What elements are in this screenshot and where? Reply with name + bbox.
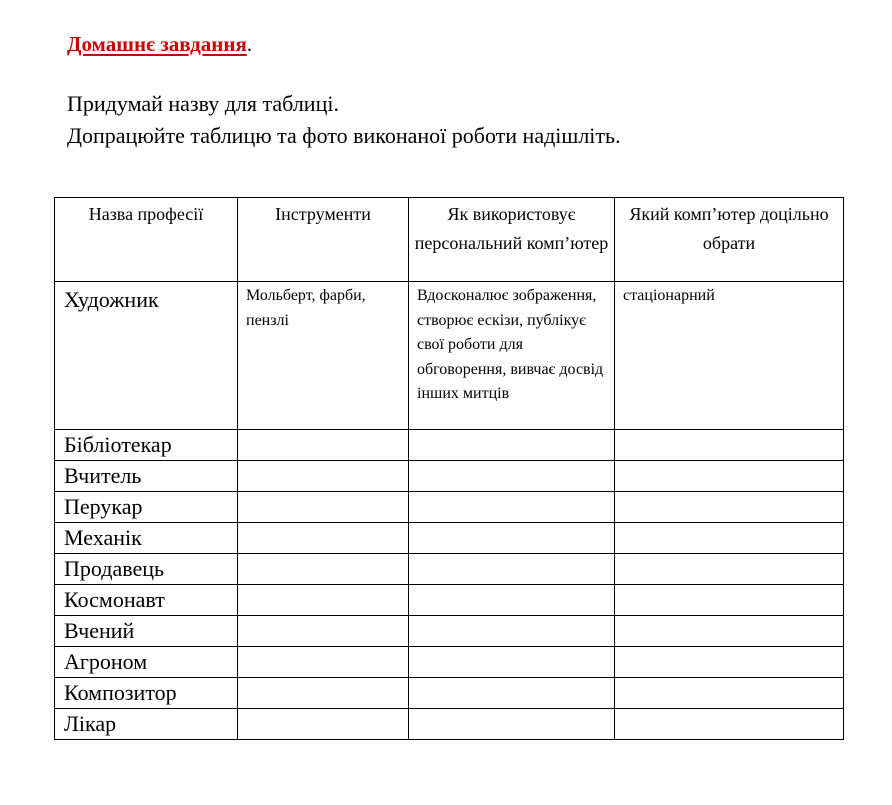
homework-title-period: .	[246, 32, 253, 56]
computer-cell-empty[interactable]	[615, 492, 844, 523]
tools-cell-empty[interactable]	[238, 709, 409, 740]
tools-cell-empty[interactable]	[238, 647, 409, 678]
table-row	[55, 585, 844, 616]
table-row	[55, 430, 844, 461]
homework-title: Домашнє завдання	[67, 32, 247, 56]
profession-cell: Агроном	[55, 647, 238, 678]
header-computer-choice: Який комп’ютер доцільно обрати	[615, 198, 844, 282]
computer-cell-empty[interactable]	[615, 554, 844, 585]
computer-cell-empty[interactable]	[615, 430, 844, 461]
computer-cell-empty[interactable]	[615, 647, 844, 678]
computer-cell-empty[interactable]	[615, 678, 844, 709]
example-computer: стаціонарний	[615, 282, 844, 430]
table-row-example	[55, 282, 844, 430]
computer-cell-empty[interactable]	[615, 585, 844, 616]
usage-cell-empty[interactable]	[409, 523, 615, 554]
usage-cell-empty[interactable]	[409, 647, 615, 678]
usage-cell-empty[interactable]	[409, 616, 615, 647]
instruction-line-2: Допрацюйте таблицю та фото виконаної роботи надішліть.	[67, 123, 621, 148]
tools-cell-empty[interactable]	[238, 523, 409, 554]
table-row	[55, 461, 844, 492]
profession-cell: Механік	[55, 523, 238, 554]
example-tools: Мольберт, фарби, пензлі	[238, 282, 409, 430]
profession-cell: Композитор	[55, 678, 238, 709]
profession-cell: Продавець	[55, 554, 238, 585]
header-profession: Назва професії	[55, 198, 238, 282]
example-usage: Вдосконалює зображення, створює ескізи, публікує свої роботи для обговорення, вивчає досвід інших митців	[409, 282, 615, 430]
tools-cell-empty[interactable]	[238, 585, 409, 616]
tools-cell-empty[interactable]	[238, 492, 409, 523]
tools-cell-empty[interactable]	[238, 678, 409, 709]
profession-cell: Перукар	[55, 492, 238, 523]
tools-cell-empty[interactable]	[238, 616, 409, 647]
usage-cell-empty[interactable]	[409, 585, 615, 616]
table-row	[55, 523, 844, 554]
usage-cell-empty[interactable]	[409, 554, 615, 585]
table-row	[55, 616, 844, 647]
table-row	[55, 647, 844, 678]
profession-cell: Космонавт	[55, 585, 238, 616]
header-pc-usage: Як використовує персональний комп’ютер	[409, 198, 615, 282]
usage-cell-empty[interactable]	[409, 430, 615, 461]
table-row	[55, 709, 844, 740]
computer-cell-empty[interactable]	[615, 523, 844, 554]
table-header-row	[55, 198, 844, 282]
table-row	[55, 492, 844, 523]
table-row	[55, 554, 844, 585]
computer-cell-empty[interactable]	[615, 461, 844, 492]
computer-cell-empty[interactable]	[615, 616, 844, 647]
profession-cell: Бібліотекар	[55, 430, 238, 461]
profession-cell: Вчитель	[55, 461, 238, 492]
professions-table	[54, 197, 844, 740]
tools-cell-empty[interactable]	[238, 554, 409, 585]
usage-cell-empty[interactable]	[409, 709, 615, 740]
profession-cell: Вчений	[55, 616, 238, 647]
table-row	[55, 678, 844, 709]
usage-cell-empty[interactable]	[409, 492, 615, 523]
computer-cell-empty[interactable]	[615, 709, 844, 740]
header-tools: Інструменти	[238, 198, 409, 282]
tools-cell-empty[interactable]	[238, 461, 409, 492]
usage-cell-empty[interactable]	[409, 678, 615, 709]
instruction-line-1: Придумай назву для таблиці.	[67, 91, 339, 116]
profession-cell: Лікар	[55, 709, 238, 740]
usage-cell-empty[interactable]	[409, 461, 615, 492]
homework-heading	[67, 30, 252, 58]
example-profession: Художник	[55, 282, 238, 430]
tools-cell-empty[interactable]	[238, 430, 409, 461]
